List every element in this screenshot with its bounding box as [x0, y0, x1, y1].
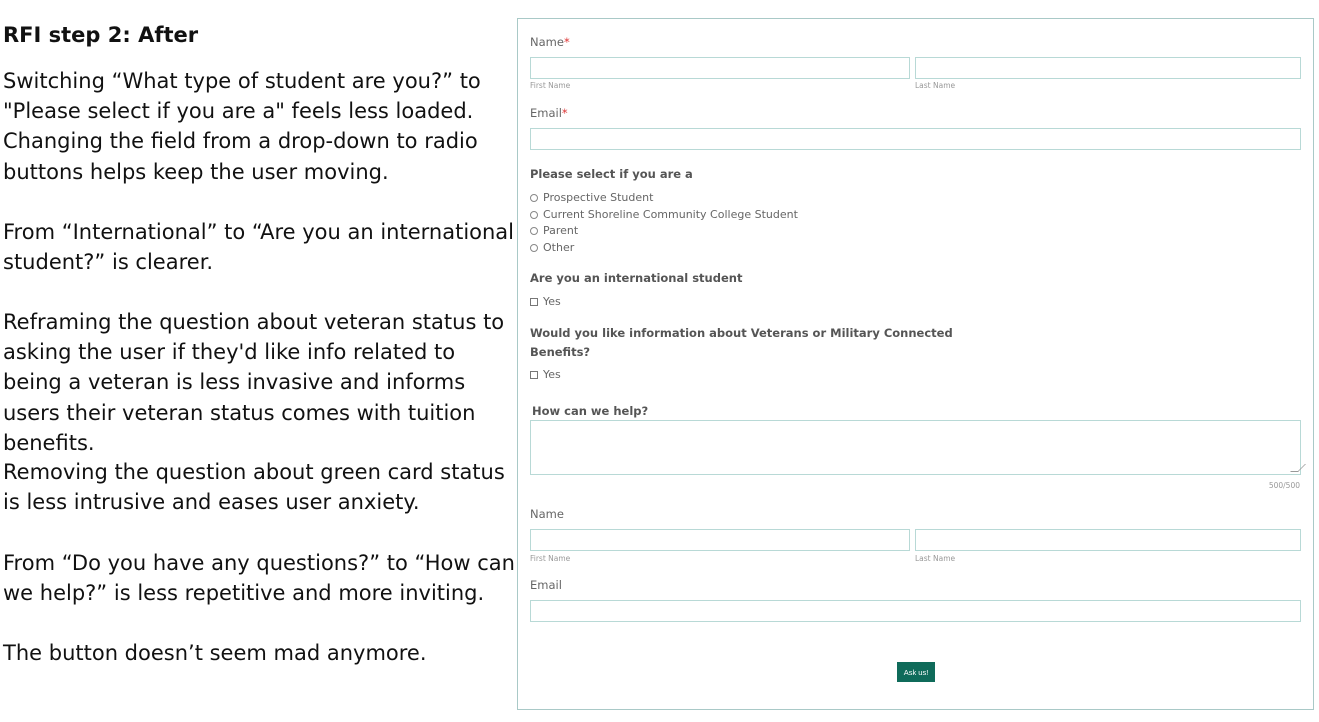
first-name-input[interactable]	[530, 57, 910, 79]
form-preview-frame	[517, 18, 1314, 710]
help-textarea[interactable]	[530, 420, 1301, 475]
annotation-paragraph: From “International” to “Are you an international student?” is clearer.	[3, 220, 515, 275]
international-label: Are you an international student	[530, 271, 743, 285]
ask-us-button[interactable]: Ask us!	[897, 662, 935, 682]
resize-handle-icon[interactable]	[1290, 464, 1306, 472]
last-name2-sublabel: Last Name	[915, 554, 956, 563]
first-name2-sublabel: First Name	[530, 554, 571, 563]
step-heading: RFI step 2: After	[3, 23, 199, 47]
radio-option[interactable]: Prospective Student	[530, 191, 653, 204]
name-label: Name*	[530, 35, 570, 49]
last-name2-input[interactable]	[915, 529, 1301, 551]
radio-button[interactable]	[530, 194, 538, 202]
name2-label: Name	[530, 507, 564, 521]
required-mark: *	[563, 35, 570, 49]
email2-input[interactable]	[530, 600, 1301, 622]
student-type-label: Please select if you are a	[530, 167, 693, 181]
help-label: How can we help?	[532, 404, 649, 418]
annotation-paragraph: From “Do you have any questions?” to “How can we help?” is less repetitive and more inviting.	[3, 551, 515, 606]
last-name-input[interactable]	[915, 57, 1301, 79]
radio-option[interactable]: Parent	[530, 224, 578, 237]
required-mark: *	[561, 106, 568, 120]
last-name-sublabel: Last Name	[915, 81, 956, 90]
character-counter: 500/500	[1268, 481, 1300, 490]
radio-option[interactable]: Current Shoreline Community College Student	[530, 208, 798, 221]
international-checkbox-option[interactable]: Yes	[530, 295, 561, 308]
radio-button[interactable]	[530, 211, 538, 219]
veterans-label-line1: Would you like information about Veterans or Military Connected	[530, 326, 953, 340]
annotation-paragraph: Switching “What type of student are you?” to "Please select if you are a" feels less loaded. Changing the field from a drop-down to radio buttons helps keep the user moving.	[3, 69, 481, 184]
veterans-label-line2: Benefits?	[530, 345, 591, 359]
first-name-sublabel: First Name	[530, 81, 571, 90]
annotation-paragraph: Reframing the question about veteran status to asking the user if they'd like info related to being a veteran is less invasive and informs users their veteran status comes with tuition benefits.	[3, 310, 505, 455]
email-label: Email*	[530, 106, 568, 120]
checkbox[interactable]	[530, 371, 538, 379]
annotation-paragraph: Removing the question about green card status is less intrusive and eases user anxiety.	[3, 460, 505, 515]
radio-option[interactable]: Other	[530, 241, 574, 254]
annotation-paragraph: The button doesn’t seem mad anymore.	[3, 641, 427, 665]
radio-button[interactable]	[530, 227, 538, 235]
radio-button[interactable]	[530, 244, 538, 252]
first-name2-input[interactable]	[530, 529, 910, 551]
email-input[interactable]	[530, 128, 1301, 150]
checkbox[interactable]	[530, 298, 538, 306]
veterans-checkbox-option[interactable]: Yes	[530, 368, 561, 381]
email2-label: Email	[530, 578, 562, 592]
rfi-form	[518, 19, 1313, 709]
